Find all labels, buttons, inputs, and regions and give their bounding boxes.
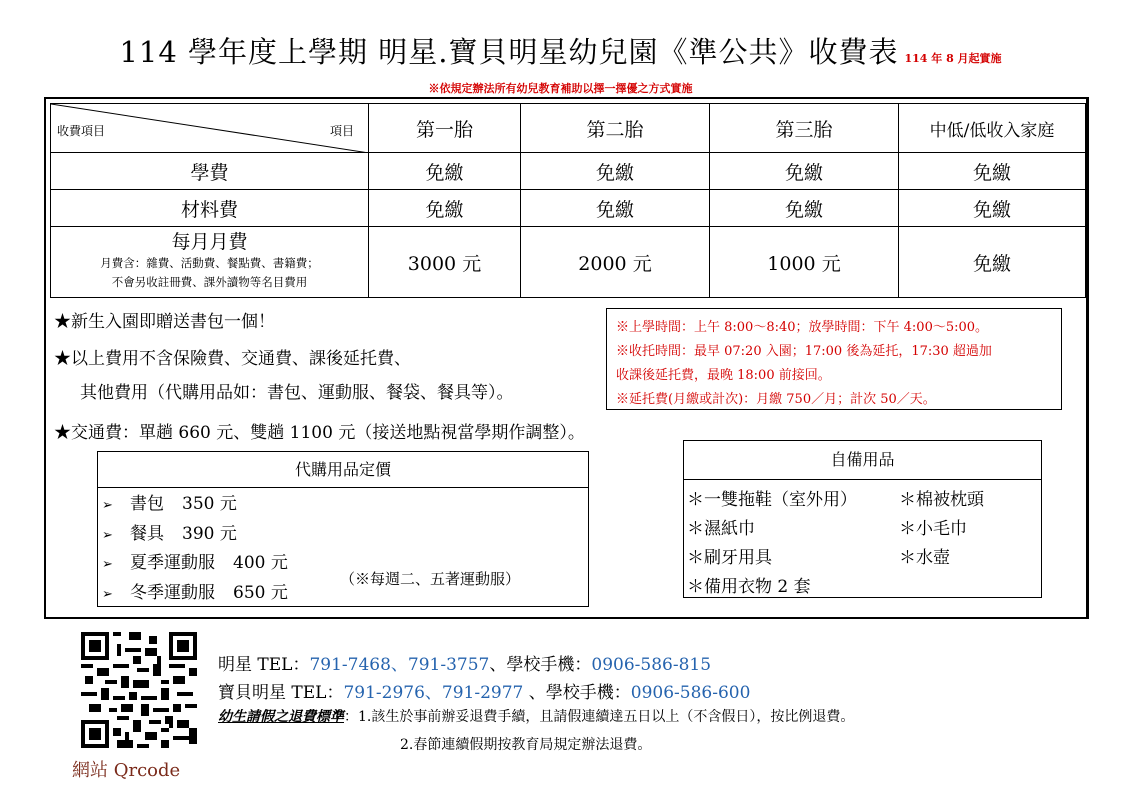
refund-rule-2: 2.春節連續假期按教育局規定辦法退費。: [400, 737, 652, 753]
branch2-phones[interactable]: 791-2976、791-2977: [343, 683, 524, 703]
table-cell: 免繳: [899, 153, 1086, 190]
supplies-box: [683, 440, 1042, 598]
branch2-mobile[interactable]: 0906-586-600: [630, 683, 751, 703]
monthly-fee-note-2: 不會另收註冊費、課外讀物等名目費用: [111, 275, 308, 290]
fee-table-header: [51, 104, 1086, 153]
table-cell: 免繳: [899, 227, 1086, 298]
col-header-1: 第一胎: [369, 104, 521, 153]
list-item: ＊一雙拖鞋（室外用）: [687, 490, 857, 510]
branch1-mobile[interactable]: 0906-586-815: [591, 655, 712, 675]
branch1-tel-label: 明星 TEL：: [218, 655, 310, 675]
monthly-fee-label: 每月月費: [171, 231, 248, 254]
care-hours-cont: 收課後延托費，最晚 18:00 前接回。: [616, 368, 831, 383]
fee-table-corner: [51, 104, 369, 153]
schedule-box: [606, 308, 1062, 410]
branch2-mobile-label: 、學校手機：: [523, 683, 631, 703]
purchase-box-title: 代購用品定價: [98, 452, 588, 488]
corner-left-label: 收費項目: [57, 124, 106, 138]
refund-rule-1: ：1.該生於事前辦妥退費手續，且請假連續達五日以上（不含假日），按比例退費。: [344, 709, 855, 725]
item-price: 400 元: [233, 553, 288, 573]
arrow-right-icon: ➢: [102, 586, 113, 602]
monthly-fee-note-1: 月費含：雜費、活動費、餐點費、書籍費；: [100, 255, 319, 270]
col-header-4: 中低/低收入家庭: [899, 104, 1086, 153]
table-row: [51, 190, 1086, 227]
table-cell: 免繳: [899, 190, 1086, 227]
fee-table: [50, 103, 1086, 298]
table-cell: 免繳: [521, 190, 710, 227]
list-item: ＊小毛巾: [899, 519, 967, 539]
subsidy-note: ※依規定辦法所有幼兒教育補助以擇一擇優之方式實施: [428, 82, 693, 95]
row-label-monthly: [51, 227, 369, 298]
note-excluded-fees: ★以上費用不含保險費、交通費、課後延托費、: [54, 349, 411, 369]
col-header-2: 第二胎: [521, 104, 710, 153]
contact-line-2: [218, 678, 750, 703]
item-name: 夏季運動服: [130, 553, 215, 573]
refund-policy-label: 幼生請假之退費標準: [218, 709, 344, 725]
branch1-phones[interactable]: 791-7468、791-3757: [309, 655, 490, 675]
table-cell: 免繳: [710, 153, 899, 190]
table-row: [51, 227, 1086, 298]
sportswear-note: （※每週二、五著運動服）: [340, 570, 521, 588]
supplies-box-title: 自備用品: [684, 441, 1041, 480]
item-name: 冬季運動服: [130, 582, 215, 603]
item-name: 餐具: [130, 523, 164, 544]
table-cell: 3000 元: [369, 227, 521, 298]
qr-label: 網站 Qrcode: [72, 760, 181, 781]
table-cell: 2000 元: [521, 227, 710, 298]
table-cell: 1000 元: [710, 227, 899, 298]
extended-care-fee: ※延托費(月繳或計次)：月繳 750／月；計次 50／天。: [616, 392, 936, 407]
list-item: [98, 520, 588, 550]
page-title-row: [0, 30, 1121, 71]
list-item: ＊濕紙巾: [687, 519, 755, 539]
row-label-material: 材料費: [51, 190, 369, 227]
table-cell: 免繳: [369, 190, 521, 227]
corner-right-label: 項目: [329, 124, 354, 138]
item-name: 書包: [130, 494, 164, 514]
purchase-list: [98, 490, 588, 608]
note-free-bag: ★新生入園即贈送書包一個！: [54, 312, 275, 332]
branch1-mobile-label: 、學校手機：: [489, 655, 592, 675]
list-item: ＊刷牙用具: [687, 548, 772, 568]
item-price: 350 元: [182, 494, 237, 514]
effective-date: 114 年 8 月起實施: [904, 52, 1002, 65]
note-transport-fee: ★交通費：單趟 660 元、雙趟 1100 元（接送地點視當學期作調整）。: [54, 423, 585, 443]
col-header-3: 第三胎: [710, 104, 899, 153]
school-hours: ※上學時間：上午 8:00～8:40；放學時間：下午 4:00～5:00。: [616, 320, 989, 335]
item-price: 390 元: [182, 523, 237, 544]
page-title: 114 學年度上學期 明星.寶貝明星幼兒園《準公共》收費表: [119, 35, 899, 69]
branch2-tel-label: 寶貝明星 TEL：: [218, 683, 344, 703]
contact-line-1: [218, 650, 711, 675]
table-row: [51, 153, 1086, 190]
refund-policy: [218, 706, 854, 726]
list-item: ＊備用衣物 2 套: [687, 577, 811, 597]
row-label-tuition: 學費: [51, 153, 369, 190]
qr-code-icon[interactable]: [81, 632, 197, 748]
list-item: [98, 490, 588, 520]
arrow-right-icon: ➢: [102, 557, 113, 572]
list-item: ＊棉被枕頭: [899, 490, 984, 510]
table-cell: 免繳: [369, 153, 521, 190]
arrow-right-icon: ➢: [102, 498, 113, 513]
care-hours: ※收托時間：最早 07:20 入園；17:00 後為延托，17:30 超過加: [616, 344, 992, 359]
table-cell: 免繳: [521, 153, 710, 190]
table-cell: 免繳: [710, 190, 899, 227]
note-other-fees: 其他費用（代購用品如：書包、運動服、餐袋、餐具等）。: [80, 383, 514, 403]
arrow-right-icon: ➢: [102, 527, 113, 543]
item-price: 650 元: [233, 582, 288, 603]
list-item: ＊水壺: [899, 548, 950, 568]
